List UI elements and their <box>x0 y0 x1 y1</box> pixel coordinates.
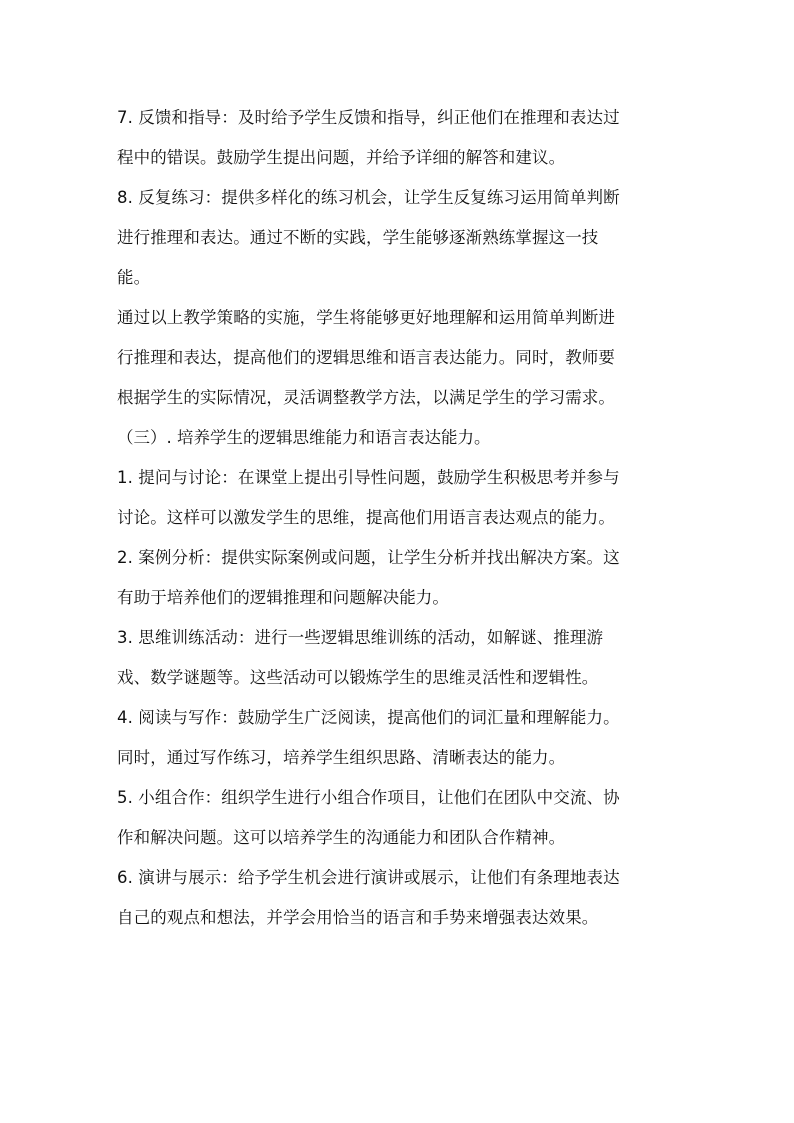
text-line: 4. 阅读与写作：鼓励学生广泛阅读，提高他们的词汇量和理解能力。 <box>117 708 620 727</box>
paragraph-item-6 <box>117 858 697 938</box>
text-line: 讨论。这样可以激发学生的思维，提高他们用语言表达观点的能力。 <box>117 508 615 527</box>
section-heading <box>117 418 697 458</box>
text-line: 7. 反馈和指导：及时给予学生反馈和指导，纠正他们在推理和表达过 <box>117 108 620 127</box>
text-line: 3. 思维训练活动：进行一些逻辑思维训练的活动，如解谜、推理游 <box>117 628 604 647</box>
text-line: 有助于培养他们的逻辑推理和问题解决能力。 <box>117 588 449 607</box>
text-line: 能。 <box>117 268 151 287</box>
text-line: 通过以上教学策略的实施，学生将能够更好地理解和运用简单判断进 <box>117 308 615 327</box>
paragraph-item-1 <box>117 458 697 538</box>
text-line: 2. 案例分析：提供实际案例或问题，让学生分析并找出解决方案。这 <box>117 548 620 567</box>
paragraph-item-3 <box>117 618 697 698</box>
paragraph-item-5 <box>117 778 697 858</box>
paragraph-item-7 <box>117 98 697 178</box>
text-line: 同时，通过写作练习，培养学生组织思路、清晰表达的能力。 <box>117 748 566 767</box>
text-line: （三）. 培养学生的逻辑思维能力和语言表达能力。 <box>117 428 491 447</box>
text-line: 根据学生的实际情况，灵活调整教学方法，以满足学生的学习需求。 <box>117 388 615 407</box>
text-line: 自己的观点和想法，并学会用恰当的语言和手势来增强表达效果。 <box>117 908 599 927</box>
text-line: 6. 演讲与展示：给予学生机会进行演讲或展示，让他们有条理地表达 <box>117 868 620 887</box>
paragraph-item-8 <box>117 178 697 298</box>
text-line: 8. 反复练习：提供多样化的练习机会，让学生反复练习运用简单判断 <box>117 188 620 207</box>
text-line: 作和解决问题。这可以培养学生的沟通能力和团队合作精神。 <box>117 828 566 847</box>
paragraph-summary <box>117 298 697 418</box>
paragraph-item-2 <box>117 538 697 618</box>
text-line: 行推理和表达，提高他们的逻辑思维和语言表达能力。同时，教师要 <box>117 348 615 367</box>
text-line: 1. 提问与讨论：在课堂上提出引导性问题，鼓励学生积极思考并参与 <box>117 468 620 487</box>
paragraph-item-4 <box>117 698 697 778</box>
text-line: 5. 小组合作：组织学生进行小组合作项目，让他们在团队中交流、协 <box>117 788 620 807</box>
text-line: 进行推理和表达。通过不断的实践，学生能够逐渐熟练掌握这一技 <box>117 228 599 247</box>
document-body <box>117 98 697 938</box>
text-line: 戏、数学谜题等。这些活动可以锻炼学生的思维灵活性和逻辑性。 <box>117 668 599 687</box>
text-line: 程中的错误。鼓励学生提出问题，并给予详细的解答和建议。 <box>117 148 566 167</box>
